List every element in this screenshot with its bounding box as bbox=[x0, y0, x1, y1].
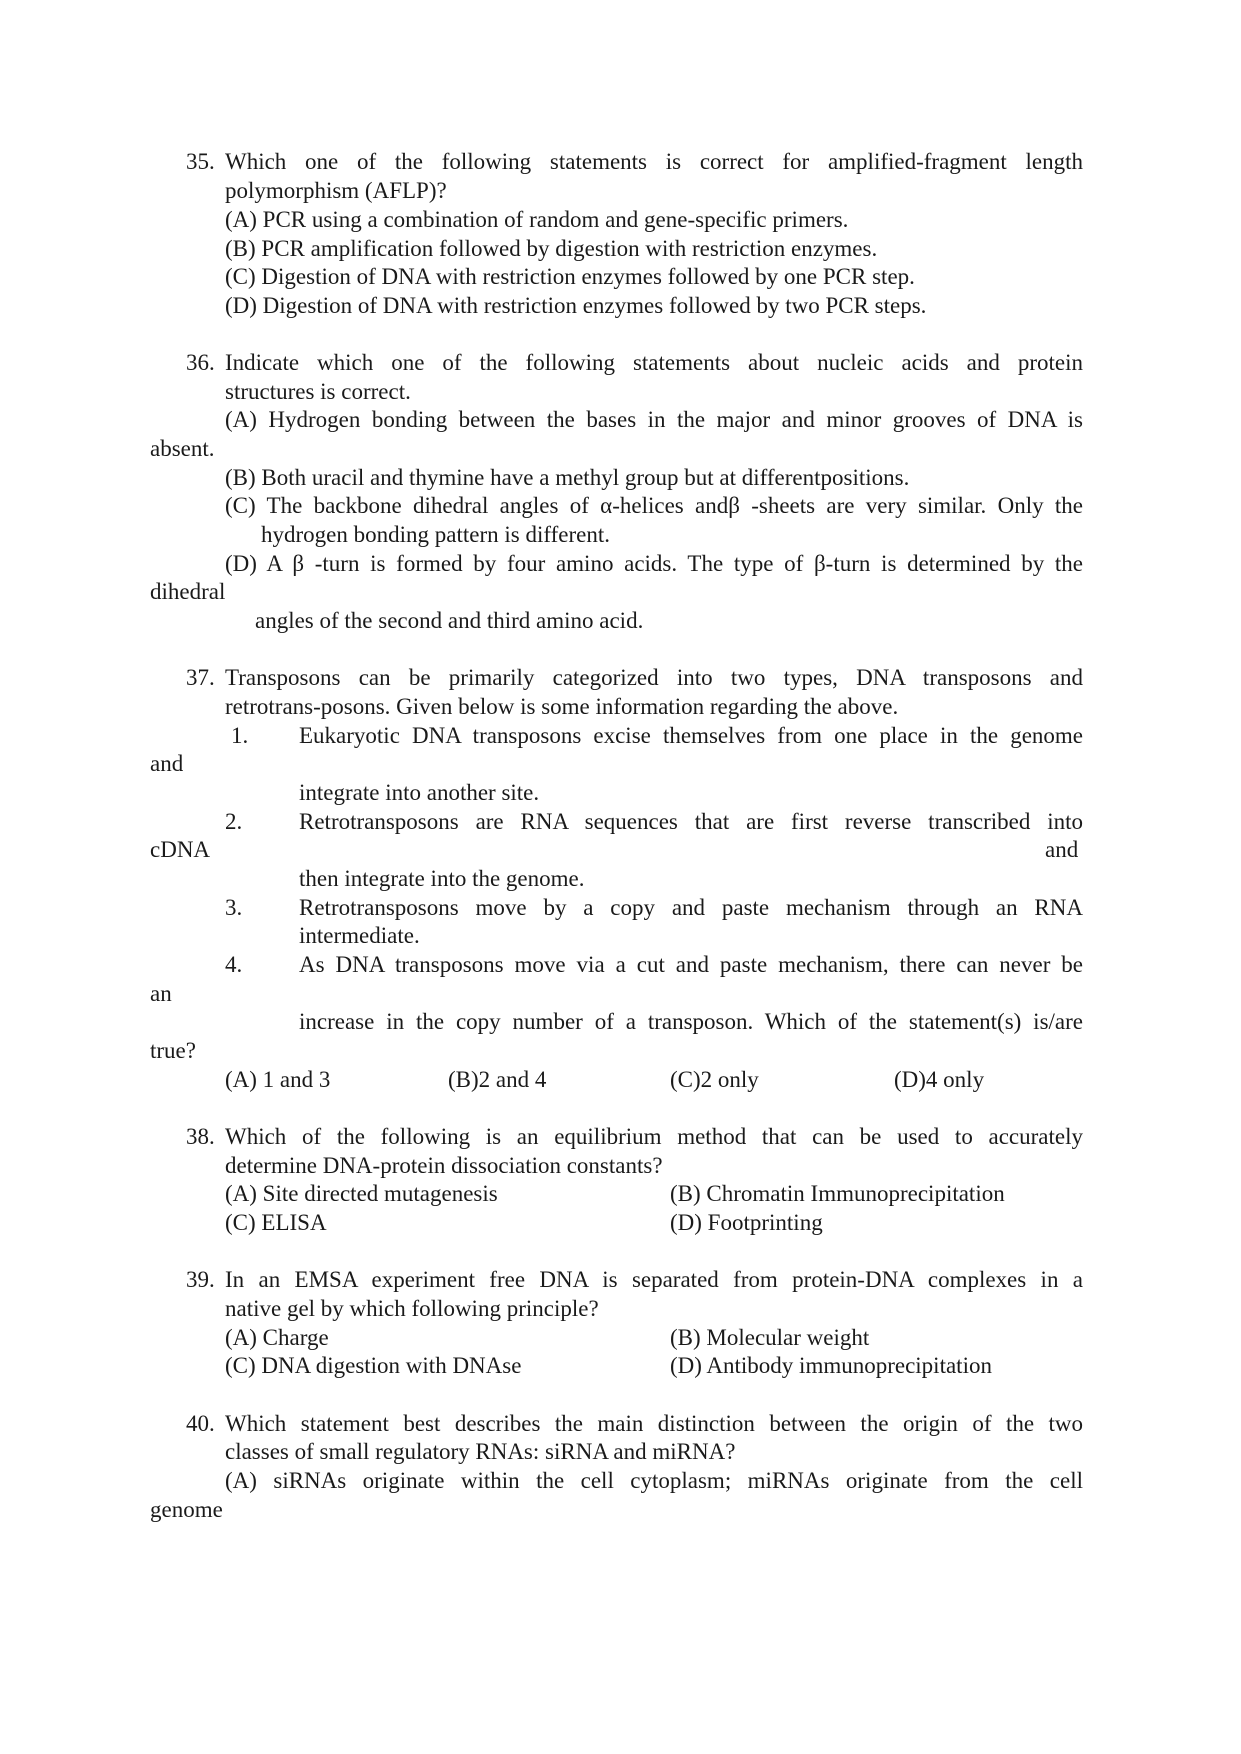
statement-4-wrap: increase in the copy number of a transposon. Which of the statement(s) is/are bbox=[299, 1009, 1083, 1034]
question-stem: Indicate which one of the following statements about nucleic acids and protein bbox=[225, 350, 1083, 375]
question-stem: Transposons can be primarily categorized into two types, DNA transposons and bbox=[225, 665, 1083, 690]
statement-number: 1. bbox=[231, 723, 249, 748]
option-c: (C) The backbone dihedral angles of α-helices andβ -sheets are very similar. Only the bbox=[225, 493, 1083, 518]
statement-4-wrap: true? bbox=[150, 1038, 196, 1063]
question-stem: Which of the following is an equilibrium method that can be used to accurately bbox=[225, 1124, 1083, 1149]
option-a-wrap: genome bbox=[150, 1497, 223, 1522]
question-stem: polymorphism (AFLP)? bbox=[225, 178, 447, 203]
option-d: (D) Footprinting bbox=[670, 1210, 823, 1235]
question-stem: structures is correct. bbox=[225, 379, 411, 404]
question-stem: Which one of the following statements is correct for amplified-fragment length bbox=[225, 149, 1083, 174]
option-d: (D) Antibody immunoprecipitation bbox=[670, 1353, 992, 1378]
option-d: (D)4 only bbox=[894, 1067, 985, 1092]
question-number: 38. bbox=[186, 1124, 215, 1149]
question-number: 40. bbox=[186, 1411, 215, 1436]
option-d: (D) Digestion of DNA with restriction enzymes followed by two PCR steps. bbox=[225, 293, 927, 318]
statement-4-wrap: an bbox=[150, 981, 172, 1006]
statement-3-wrap: intermediate. bbox=[299, 923, 420, 948]
statement-number: 3. bbox=[225, 895, 243, 920]
statement-number: 2. bbox=[225, 809, 243, 834]
statement-2-wrap: then integrate into the genome. bbox=[299, 866, 585, 891]
option-b: (B) Molecular weight bbox=[670, 1325, 870, 1350]
option-b: (B) PCR amplification followed by digestion with restriction enzymes. bbox=[225, 236, 878, 261]
question-number: 39. bbox=[186, 1267, 215, 1292]
option-b: (B) Both uracil and thymine have a methyl group but at differentpositions. bbox=[225, 465, 910, 490]
option-a: (A) 1 and 3 bbox=[225, 1067, 331, 1092]
statement-1-wrap: and bbox=[150, 751, 184, 776]
question-stem: classes of small regulatory RNAs: siRNA and miRNA? bbox=[225, 1439, 736, 1464]
question-stem: native gel by which following principle? bbox=[225, 1296, 599, 1321]
option-c: (C)2 only bbox=[670, 1067, 759, 1092]
option-c: (C) Digestion of DNA with restriction enzymes followed by one PCR step. bbox=[225, 264, 915, 289]
question-stem: Which statement best describes the main distinction between the origin of the two bbox=[225, 1411, 1083, 1436]
statement-number: 4. bbox=[225, 952, 243, 977]
question-stem: In an EMSA experiment free DNA is separated from protein-DNA complexes in a bbox=[225, 1267, 1083, 1292]
option-b: (B)2 and 4 bbox=[448, 1067, 547, 1092]
statement-4: As DNA transposons move via a cut and paste mechanism, there can never be bbox=[299, 952, 1083, 977]
question-number: 37. bbox=[186, 665, 215, 690]
statement-2: Retrotransposons are RNA sequences that are first reverse transcribed into bbox=[299, 809, 1083, 834]
option-d-wrap: angles of the second and third amino acid. bbox=[255, 608, 644, 633]
statement-2-wrap: cDNA bbox=[150, 837, 211, 862]
statement-2-wrap: and bbox=[1045, 837, 1079, 862]
question-stem: determine DNA-protein dissociation constants? bbox=[225, 1153, 663, 1178]
option-d: (D) A β -turn is formed by four amino acids. The type of β-turn is determined by the bbox=[225, 551, 1083, 576]
option-c-wrap: hydrogen bonding pattern is different. bbox=[261, 522, 610, 547]
option-a: (A) Hydrogen bonding between the bases in the major and minor grooves of DNA is bbox=[225, 407, 1083, 432]
option-d-wrap: dihedral bbox=[150, 579, 226, 604]
option-a: (A) siRNAs originate within the cell cytoplasm; miRNAs originate from the cell bbox=[225, 1468, 1083, 1493]
option-a: (A) PCR using a combination of random and gene-specific primers. bbox=[225, 207, 849, 232]
statement-1: Eukaryotic DNA transposons excise themselves from one place in the genome bbox=[299, 723, 1083, 748]
option-b: (B) Chromatin Immunoprecipitation bbox=[670, 1181, 1005, 1206]
option-c: (C) ELISA bbox=[225, 1210, 327, 1235]
option-a-wrap: absent. bbox=[150, 436, 215, 461]
statement-1-wrap: integrate into another site. bbox=[299, 780, 540, 805]
question-number: 35. bbox=[186, 149, 215, 174]
option-c: (C) DNA digestion with DNAse bbox=[225, 1353, 522, 1378]
option-a: (A) Charge bbox=[225, 1325, 329, 1350]
option-a: (A) Site directed mutagenesis bbox=[225, 1181, 498, 1206]
question-number: 36. bbox=[186, 350, 215, 375]
statement-3: Retrotransposons move by a copy and paste mechanism through an RNA bbox=[299, 895, 1083, 920]
question-stem: retrotrans-posons. Given below is some information regarding the above. bbox=[225, 694, 899, 719]
